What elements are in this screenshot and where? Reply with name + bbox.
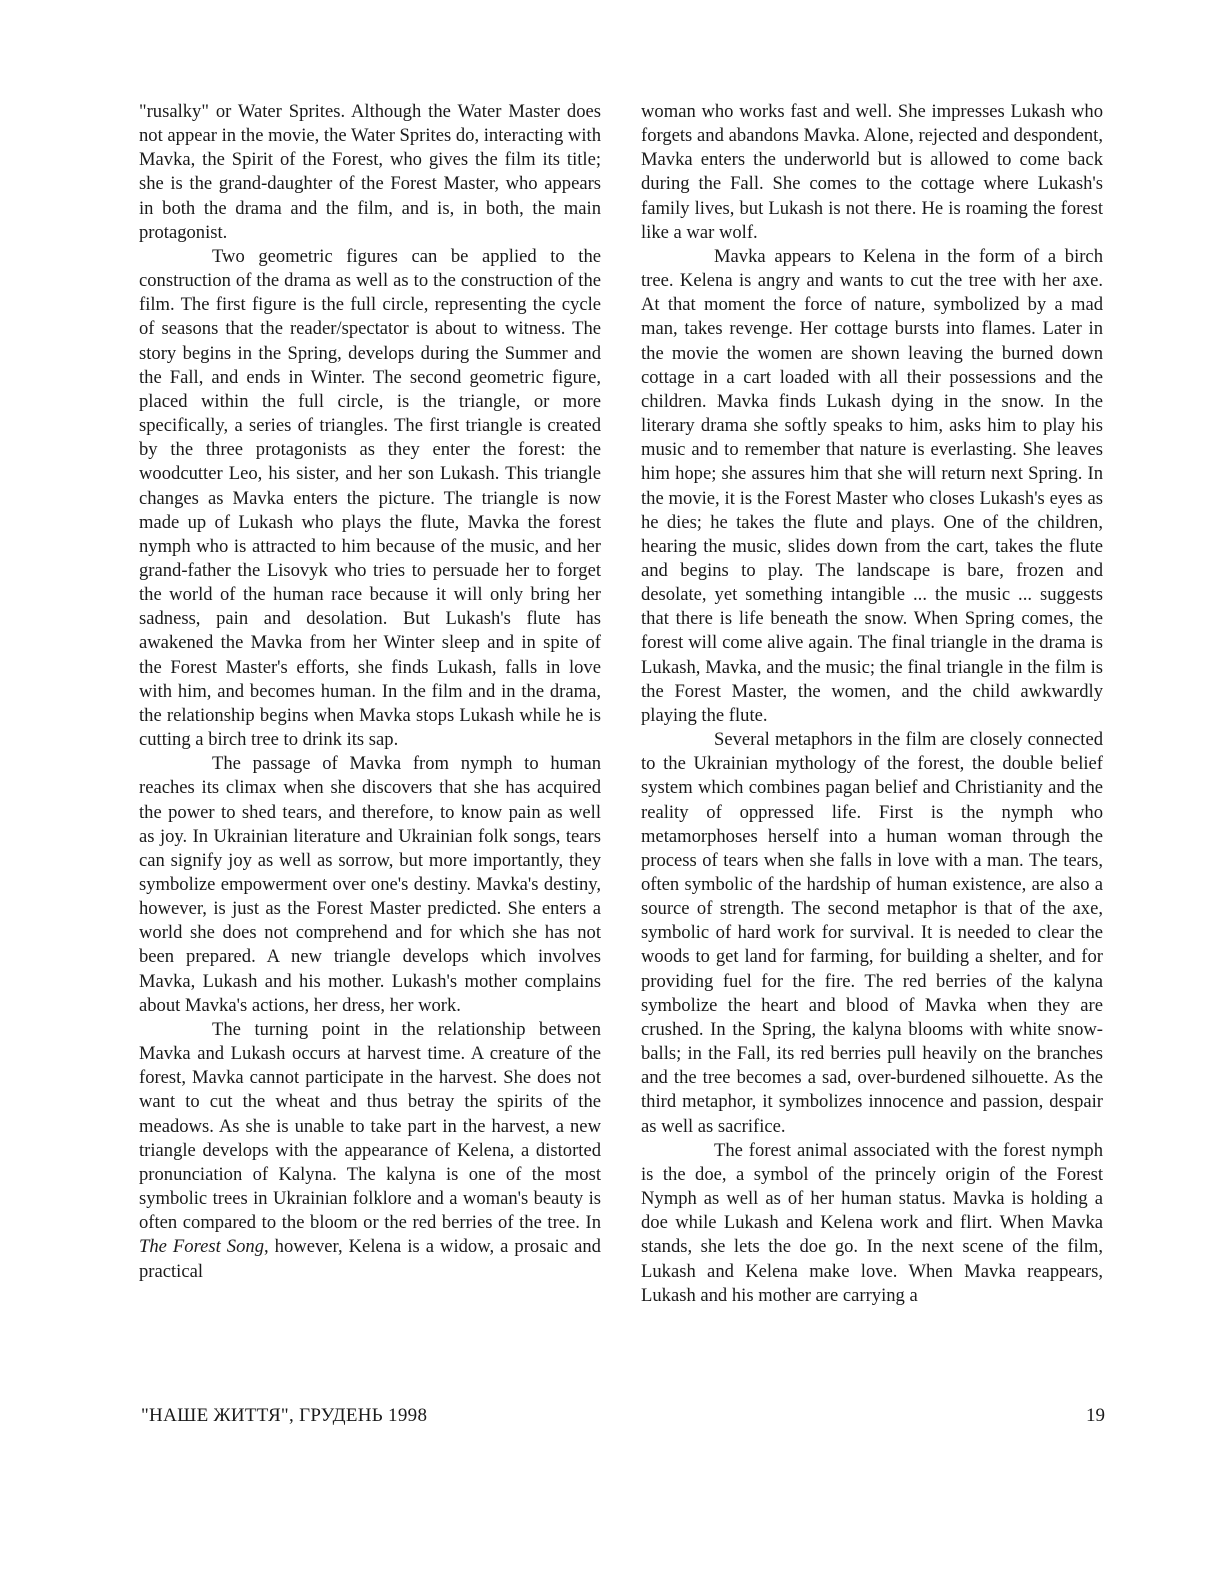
- film-title-italic: The Forest Song: [139, 1236, 264, 1258]
- footer-publication-title: "НАШЕ ЖИТТЯ", ГРУДЕНЬ 1998: [141, 1405, 428, 1426]
- paragraph-text-end: , however, Kelena is a widow, a prosaic and practical: [139, 1236, 601, 1282]
- left-column: [139, 100, 601, 1284]
- page-number: 19: [1086, 1405, 1105, 1426]
- paragraph-text: The turning point in the relationship between Mavka and Lukash occurs at harvest time. A creature of the forest, Mavka cannot participate in the harvest. She does not want to cut the wheat and thus betray the spirits of the meadows. As she is unable to take part in the harvest, a new triangle develops with the appearance of Kelena, a distorted pronunciation of Kalyna. The kalyna is one of the most symbolic trees in Ukrainian folklore and a woman's beauty is often compared to the bloom or the red berries of the tree. In: [139, 1018, 601, 1234]
- right-column: [641, 100, 1103, 1308]
- paragraph: [139, 1018, 601, 1284]
- paragraph: "rusalky" or Water Sprites. Although the Water Master does not appear in the movie, the Water Sprites do, interacting with Mavka, the Spirit of the Forest, who gives the film its title; she is the grand-daughter of the Forest Master, who appears in both the drama and the film, and is, in both, the main protagonist.: [139, 101, 601, 243]
- paragraph: Mavka appears to Kelena in the form of a birch tree. Kelena is angry and wants to cut the tree with her axe. At that moment the force of nature, symbolized by a mad man, takes revenge. Her cottage bursts into flames. Later in the movie the women are shown leaving the burned down cottage in a cart loaded with all their possessions and the children. Mavka finds Lukash dying in the snow. In the literary drama she softly speaks to him, asks him to play his music and to remember that nature is everlasting. She leaves him hope; she assures him that she will return next Spring. In the movie, it is the Forest Master who closes Lukash's eyes as he dies; he takes the flute and plays. One of the children, hearing the music, slides down from the cart, takes the flute and begins to play. The landscape is bare, frozen and desolate, yet something intangible ... the music ... suggests that there is life beneath the snow. When Spring comes, the forest will come alive again. The final triangle in the drama is Lukash, Mavka, and the music; the final triangle in the film is the Forest Master, the women, and the child awkwardly playing the flute.: [641, 245, 1103, 726]
- paragraph: Several metaphors in the film are closely connected to the Ukrainian mythology of the forest, the double belief system which combines pagan belief and Christianity and the reality of oppressed life. First is the nymph who metamorphoses herself into a human woman through the process of tears when she falls in love with a man. The tears, often symbolic of the hardship of human existence, are also a source of strength. The second metaphor is that of the axe, symbolic of hard work for survival. It is needed to clear the woods to get land for farming, for building a shelter, and for providing fuel for the fire. The red berries of the kalyna symbolize the heart and blood of Mavka when they are crushed. In the Spring, the kalyna blooms with white snow-balls; in the Fall, its red berries pull heavily on the branches and the tree becomes a sad, over-burdened silhouette. As the third metaphor, it symbolizes innocence and passion, despair as well as sacrifice.: [641, 729, 1103, 1137]
- paragraph: The passage of Mavka from nymph to human reaches its climax when she discovers that she has acquired the power to shed tears, and therefore, to know pain as well as joy. In Ukrainian literature and Ukrainian folk songs, tears can signify joy as well as sorrow, but more importantly, they symbolize empowerment over one's destiny. Mavka's destiny, however, is just as the Forest Master predicted. She enters a world she does not comprehend and for which she has not been prepared. A new triangle develops which involves Mavka, Lukash and his mother. Lukash's mother complains about Mavka's actions, her dress, her work.: [139, 753, 601, 1016]
- paragraph: woman who works fast and well. She impresses Lukash who forgets and abandons Mavka. Alone, rejected and despondent, Mavka enters the underworld but is allowed to come back during the Fall. She comes to the cottage where Lukash's family lives, but Lukash is not there. He is roaming the forest like a war wolf.: [641, 101, 1103, 243]
- paragraph: The forest animal associated with the forest nymph is the doe, a symbol of the princely origin of the Forest Nymph as well as of her human status. Mavka is holding a doe while Lukash and Kelena work and flirt. When Mavka stands, she lets the doe go. In the next scene of the film, Lukash and Kelena make love. When Mavka reappears, Lukash and his mother are carrying a: [641, 1139, 1103, 1306]
- paragraph: Two geometric figures can be applied to the construction of the drama as well as to the construction of the film. The first figure is the full circle, representing the cycle of seasons that the reader/spectator is about to witness. The story begins in the Spring, develops during the Summer and the Fall, and ends in Winter. The second geometric figure, placed within the full circle, is the triangle, or more specifically, a series of triangles. The first triangle is created by the three protagonists as they enter the forest: the woodcutter Leo, his sister, and her son Lukash. This triangle changes as Mavka enters the picture. The triangle is now made up of Lukash who plays the flute, Mavka the forest nymph who is attracted to him because of the music, and her grand-father the Lisovyk who tries to persuade her to forget the world of the human race because it will only bring her sadness, pain and desolation. But Lukash's flute has awakened the Mavka from her Winter sleep and in spite of the Forest Master's efforts, she finds Lukash, falls in love with him, and becomes human. In the film and in the drama, the relationship begins when Mavka stops Lukash while he is cutting a birch tree to drink its sap.: [139, 245, 601, 751]
